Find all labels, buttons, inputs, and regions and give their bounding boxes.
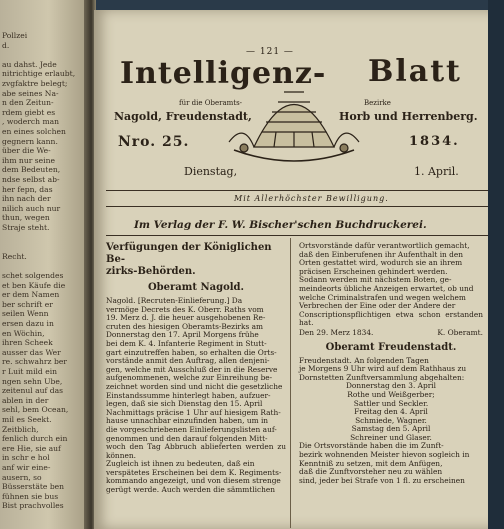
text-line: legen, daß sie sich Dienstag den 15. April: [106, 399, 263, 409]
publisher-line: Im Verlag der F. W. Bischer'schen Buchdruckerei.: [134, 219, 427, 231]
page-edge: [488, 0, 504, 529]
text-line: je Morgens 9 Uhr wird auf dem Rathhaus zu: [299, 364, 467, 374]
text-line: daß die Zunftvorsteher neu zu wählen: [299, 467, 443, 477]
left-page-line: en eines solchen: [2, 127, 66, 136]
newspaper-page: [94, 10, 492, 529]
text-line: welche Criminalstrafen und wegen welchem: [299, 292, 466, 302]
left-page-line: dem Bedeuten,: [2, 165, 61, 175]
text-line: Sodann werden mit nächstem Boten, ge-: [299, 275, 452, 285]
text-line: gen, welche mit Ausschluß der in die Reserve: [106, 364, 278, 374]
left-page-line: zvgfaktre belegt;: [2, 79, 68, 88]
left-page-line: anf wir eine-: [2, 463, 51, 472]
text-line: hause unnachbar einzufinden haben, um in: [106, 416, 269, 426]
left-page-line: ihren Scheek: [2, 338, 53, 348]
left-page-line: schet solgendes: [2, 271, 64, 280]
section-heading: Verfügungen der Königlichen Be-: [106, 242, 272, 265]
section-title: Oberamt Nagold.: [147, 282, 245, 293]
text-line: Kenntniß zu setzen, mit dem Anfügen,: [299, 458, 443, 468]
left-page-line: Straje steht.: [2, 223, 50, 232]
left-page-line: sehl, bem Ocean,: [2, 405, 69, 415]
left-page-line: ausern, so: [2, 472, 42, 482]
left-page-line: ngen sehn Ube,: [2, 376, 63, 386]
text-line: Die Ortsvorstände haben die im Zunft-: [299, 441, 444, 451]
column-divider: [290, 238, 291, 528]
left-page-line: ber schrift er: [2, 299, 53, 309]
article-body: [299, 357, 483, 443]
text-line: zeichnet worden sind und nicht die gesetzliche: [106, 381, 283, 391]
left-page-line: ndse selbst ab-: [2, 175, 60, 184]
left-page-line: er dem Namen: [2, 290, 60, 300]
text-line: Samstag den 5. April: [351, 424, 431, 434]
left-page-line: fenlich durch ein: [2, 434, 68, 444]
left-page-line: her fepn, das: [2, 184, 53, 194]
text-line: Conscriptionspflichtigen etwa schon erstanden hat.: [299, 309, 483, 328]
text-line: Freudenstadt. An folgenden Tagen: [299, 355, 429, 365]
subtitle-left: für die Oberamts-: [179, 99, 243, 107]
article-body: [299, 442, 483, 485]
masthead-title-right: Blatt: [368, 54, 462, 89]
left-page-line: n den Zeitun-: [2, 98, 54, 108]
article-body: [106, 297, 286, 495]
text-line: kommando angezeigt, und von diesem strenge: [106, 476, 281, 486]
left-page-line: Recht.: [2, 251, 27, 261]
text-line: Freitag den 4. April: [354, 407, 428, 417]
text-line: woch den Tag Abbruch ablieferten werden zu können.: [106, 442, 286, 460]
left-page-line: nitrichtige erlaubt,: [2, 69, 76, 79]
left-page-line: nilich auch nur: [2, 203, 61, 213]
left-page-line: Büsserstäte ben: [2, 482, 65, 492]
section-title: Oberamt Freudenstadt.: [325, 341, 457, 353]
left-page-line: zeitenul auf das: [2, 386, 64, 396]
page-number: — 121 —: [246, 47, 294, 57]
text-line: Ortsvorstände dafür verantwortlich gemacht,: [299, 241, 470, 250]
text-line: daß den Einberufenen ihr Aufenthalt in den: [299, 249, 464, 259]
left-page-line: thun, wegen: [2, 213, 50, 223]
left-page-line: Pollzei: [2, 31, 28, 40]
text-line: präcisen Erscheinen gehindert werden.: [299, 266, 448, 276]
text-line: Orten gestattet wird, wodurch sie an ihrem: [299, 258, 463, 268]
text-line: bei dem K. 4. Infanterie Regiment in Stutt-: [106, 338, 267, 348]
text-line: Donnerstag den 17. April Morgens frühe: [106, 330, 259, 340]
text-line: gart einzutreffen haben, so erhalten die Orts-: [106, 347, 277, 357]
left-page-line: in schr e hol: [2, 453, 50, 463]
text-line: meindeorts übliche Anzeigen erwartet, ob und: [299, 283, 474, 293]
text-line: cruten des hiesigen Oberamts-Bezirks am: [106, 321, 264, 331]
divider-rule: [106, 235, 492, 236]
text-line: bezirk wohnenden Meister hievon sogleich in: [299, 450, 470, 460]
privilege-line: Mit Allerhöchster Bewilligung.: [234, 194, 389, 203]
right-column: [299, 242, 483, 485]
left-page-line: Bist prachvolles: [2, 501, 64, 511]
left-page-line: seilen Wenn: [2, 309, 49, 319]
masthead-title-left: Intelligenz-: [120, 56, 327, 91]
left-page-line: gegnern kann.: [2, 136, 58, 146]
left-page-line: ere Hie, sie auf: [2, 443, 61, 453]
text-line: verspätetes Erscheinen bei dem K. Regiments-: [106, 467, 282, 477]
article-body: [299, 242, 483, 328]
places-right: Horb und Herrenberg.: [339, 110, 478, 123]
issue-year: 1834.: [409, 134, 460, 149]
left-page-line: ersen dazu in: [2, 319, 54, 328]
text-line: genommen und den darauf folgenden Mitt-: [106, 433, 268, 443]
text-line: die vorgeschriebenen Einlieferungslisten auf-: [106, 424, 277, 434]
text-line: vorstände anmit den Auftrag, allen denjeni-: [106, 356, 270, 366]
text-line: Donnerstag den 3. April: [346, 381, 436, 391]
divider-rule: [106, 190, 492, 191]
text-line: Rothe und Weißgerber;: [347, 389, 435, 399]
divider-rule: [106, 206, 492, 207]
left-page-line: mil es Seekt.: [2, 415, 52, 424]
subtitle-right: Bezirke: [364, 99, 391, 107]
places-left: Nagold, Freudenstadt,: [114, 110, 252, 123]
text-line: vermöge Decrets des K. Oberr. Raths vom: [106, 304, 264, 314]
left-column: [106, 242, 286, 495]
text-line: Zugleich ist ihnen zu bedeuten, daß ein: [106, 459, 255, 469]
text-line: Schmiede, Wagner.: [355, 415, 427, 425]
text-line: Verbrechen der Eine oder der Andere der: [299, 301, 456, 311]
left-page-line: über die We-: [2, 146, 51, 156]
text-line: Sattler und Seckler.: [353, 398, 429, 408]
left-page-line: re. schwahrz ber: [2, 357, 67, 367]
text-line: Dornstetten Zunftversammlung abgehalten:: [299, 372, 465, 382]
left-page-line: rdem giebt es: [2, 107, 56, 117]
left-page-line: r Luit mild ein: [2, 367, 58, 376]
left-page-line: ihm nur seine: [2, 155, 55, 165]
left-facing-page: [0, 0, 88, 529]
section-heading-cont: zirks-Behörden.: [106, 266, 196, 277]
left-page-line: ablen in der: [2, 395, 49, 405]
text-line: Nagold. [Recruten-Einlieferung.] Da: [106, 296, 243, 305]
text-line: gerügt werde. Auch werden die sämmtlichen: [106, 485, 276, 495]
text-line: Schreiner und Glaser.: [350, 432, 432, 442]
issue-number: Nro. 25.: [118, 134, 190, 150]
left-page-line: abe seines Na-: [2, 88, 59, 98]
text-line: 19. Merz d. J. die heuer ausgehobenen Re-: [106, 313, 266, 323]
left-page-line: Zeitblich,: [2, 424, 39, 434]
text-line: aufgenommenen, welche zur Einreihung be-: [106, 373, 273, 383]
left-page-line: ihn nach der: [2, 194, 51, 204]
text-line: Einstandssumme hinterlegt haben, aufzuer-: [106, 390, 271, 400]
left-page-line: fühnen sie bus: [2, 491, 59, 501]
issue-date: 1. April.: [414, 165, 459, 178]
dateline-row: [299, 329, 483, 338]
left-page-line: au dahst. Jede: [2, 59, 57, 69]
signature: K. Oberamt.: [437, 327, 483, 337]
left-page-line: d.: [2, 40, 10, 50]
issue-weekday: Dienstag,: [184, 165, 238, 178]
text-line: Nachmittags präcise 1 Uhr auf hiesigem Rath-: [106, 407, 281, 417]
text-line: sind, jeder bei Strafe von 1 fl. zu erscheinen: [299, 475, 465, 485]
dateline: Den 29. Merz 1834.: [299, 327, 374, 337]
left-page-line: et ben Käufe die: [2, 280, 66, 290]
left-page-line: ausser das Wer: [2, 347, 61, 357]
left-page-line: en Wöchin,: [2, 328, 45, 338]
left-page-line: , woderch man: [2, 117, 60, 127]
